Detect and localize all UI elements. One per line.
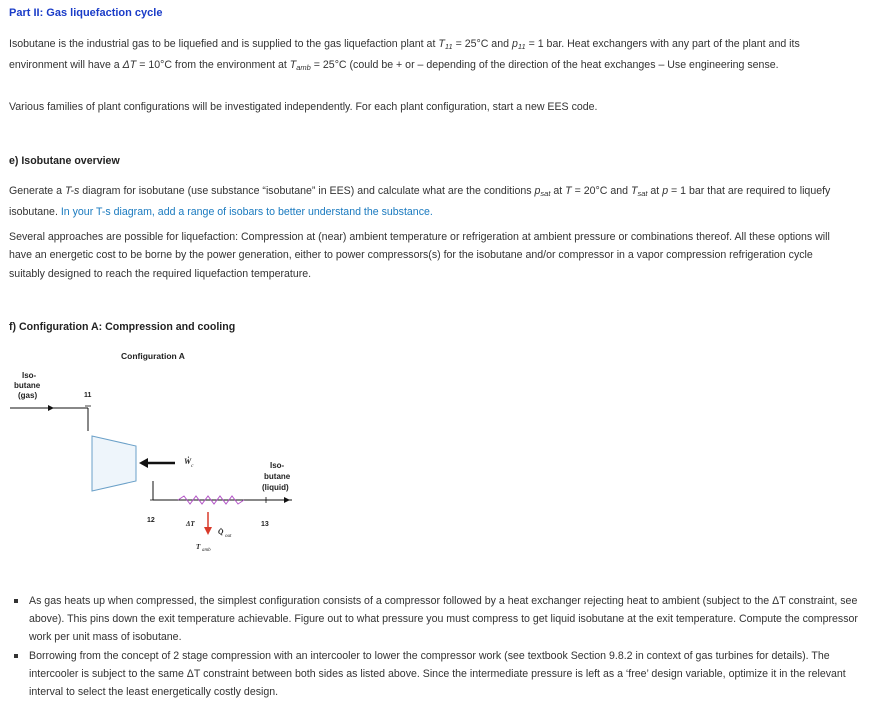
task-bullets: [9, 592, 869, 701]
section-e-paragraph-2: Several approaches are possible for liquefaction: Compression at (near) ambient temperature or refrigeration at ambient pressure or combinations thereof. All these options will have an energetic cost to be borne by the power generation, either to power compressors(s) for the isobutane and/or compressor in a vapor compression refrigeration cycle suitably designed to reach the required liquefaction temperature.: [9, 231, 830, 280]
work-label: Ẇ: [184, 457, 192, 466]
inlet-label-2: butane: [14, 381, 41, 390]
work-sub: c: [191, 463, 194, 469]
work-arrow-head: [139, 458, 148, 468]
state-13-label: 13: [261, 521, 269, 528]
heat-out-arrow-head: [204, 527, 212, 535]
configuration-a-diagram: [0, 340, 320, 570]
outlet-label-3: (liquid): [262, 483, 289, 492]
inlet-label-1: Iso-: [22, 371, 37, 380]
delta-t-label: ΔT: [186, 520, 195, 528]
families-paragraph: Various families of plant configurations will be investigated independently. For each plant configuration, start a new EES code.: [9, 101, 598, 113]
compressor-shape: [92, 436, 136, 491]
inlet-label-3: (gas): [18, 391, 38, 400]
outlet-arrow-head: [284, 497, 290, 503]
t-amb-sub: amb: [202, 548, 211, 553]
hint-text: In your T-s diagram, add a range of isobars to better understand the substance.: [60, 206, 433, 219]
section-f-title: f) Configuration A: Compression and cooling: [9, 321, 236, 333]
inlet-arrow-head: [48, 405, 54, 411]
q-out-label: Q̇: [218, 527, 224, 536]
intro-paragraph: Isobutane is the industrial gas to be liquefied and is supplied to the gas liquefaction plant at $T_{11} = 25^\circ C$ and $p_{11} = 1$ bar. Heat exchangers with any part of the plant and its environment will have a ΔT = 10°C from the environment at $T_{amb} = 25^\circ C$ (could be + or – depending of the direction of the heat exchanges – Use engineering sense.: [9, 38, 800, 73]
state-12-label: 12: [147, 517, 155, 524]
section-e-paragraph-1: Generate a T-s diagram for isobutane (use substance “isobutane” in EES) and calculate what are the conditions $p_{sat}$ at T = 20°C and $T_{sat}$ at p = 1 bar that are required to liquefy isobutane. In your T-s diagram, add a range of isobars to better understand the substance.: [9, 185, 831, 219]
bullet-item-1: As gas heats up when compressed, the simplest configuration consists of a compressor followed by a heat exchanger rejecting heat to ambient (subject to the ΔT constraint, see above). This pins down the exit temperature achievable. Figure out to what pressure you must compress to get liquid isobutane at the exit temperature. Compute the compressor work per unit mass of isobutane.: [29, 592, 869, 647]
bullet-item-2: Borrowing from the concept of 2 stage compression with an intercooler to lower the compressor work (see textbook Section 9.8.2 in context of gas turbines for details). The intercooler is subject to the same ΔT constraint between both sides as listed above. Since the intermediate pressure is left as a ‘free’ design variable, optimize it in the relevant interval to select the least energetically costly design.: [29, 647, 869, 702]
q-out-sub: out: [225, 534, 232, 539]
outlet-label-1: Iso-: [270, 461, 285, 470]
state-11-label: 11: [84, 392, 92, 399]
section-e-title: e) Isobutane overview: [9, 155, 120, 167]
outlet-label-2: butane: [264, 472, 291, 481]
diagram-title: Configuration A: [121, 351, 185, 361]
t-amb-label: T: [196, 543, 201, 551]
part-title: Part II: Gas liquefaction cycle: [9, 7, 163, 19]
